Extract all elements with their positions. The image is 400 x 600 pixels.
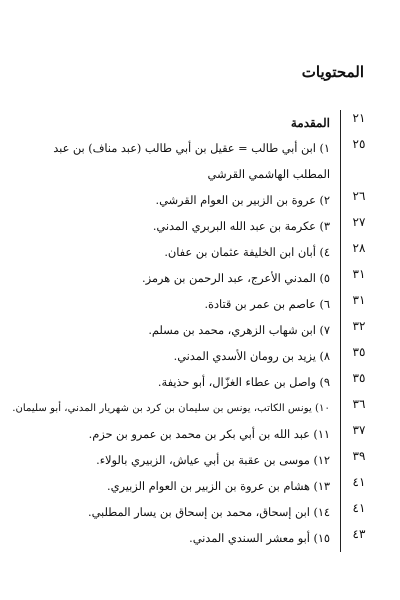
page-number: ٢٦ bbox=[352, 189, 366, 203]
page-number: ٤٣ bbox=[352, 527, 366, 541]
entry-title: ٧) ابن شهاب الزهري، محمد بن مسلم. bbox=[148, 324, 330, 337]
entry-title: ٢) عروة بن الزبير بن العوام القرشي. bbox=[155, 194, 330, 207]
entry-title: ٨) يزيد بن رومان الأسدي المدني. bbox=[173, 350, 330, 363]
toc-entry bbox=[28, 344, 376, 370]
entry-title: ١٤) ابن إسحاق، محمد بن إسحاق بن يسار المطلبي. bbox=[88, 506, 330, 519]
page-number: ٤١ bbox=[352, 501, 366, 515]
entry-title: ٥) المدني الأعرج، عبد الرحمن بن هرمز. bbox=[142, 272, 330, 285]
toc-entry bbox=[28, 370, 376, 396]
page-number: ٢٧ bbox=[352, 215, 366, 229]
toc-entry bbox=[28, 474, 376, 500]
page-number: ٢١ bbox=[352, 111, 366, 125]
toc-entry bbox=[28, 500, 376, 526]
toc-entry bbox=[28, 422, 376, 448]
toc-entry bbox=[28, 266, 376, 292]
page-number: ٤١ bbox=[352, 475, 366, 489]
page-number: ٣٦ bbox=[352, 397, 366, 411]
entry-title: ٣) عكرمة بن عبد الله البربري المدني. bbox=[152, 220, 330, 233]
entry-title: المقدمة bbox=[290, 116, 330, 130]
page-number: ٣٧ bbox=[352, 423, 366, 437]
toc-entry bbox=[28, 448, 376, 474]
entry-title: ١١) عبد الله بن أبي بكر بن محمد بن عمرو بن حزم. bbox=[88, 428, 330, 441]
page-number: ٣٥ bbox=[352, 371, 366, 385]
page-number: ٢٥ bbox=[352, 137, 366, 151]
toc-entry bbox=[28, 292, 376, 318]
page-number: ٣٩ bbox=[352, 449, 366, 463]
entry-title: ١٢) موسى بن عقبة بن أبي عياش، الزبيري بالولاء. bbox=[96, 454, 330, 467]
toc-entry bbox=[28, 240, 376, 266]
toc-entry bbox=[28, 188, 376, 214]
entry-title: ٦) عاصم بن عمر بن قتادة. bbox=[204, 298, 330, 311]
entry-title: ٤) أبان ابن الخليفة عثمان بن عفان. bbox=[164, 246, 330, 259]
toc-entry bbox=[28, 136, 376, 188]
contents-list bbox=[12, 110, 376, 552]
toc-entry bbox=[28, 110, 376, 136]
page-number: ٢٨ bbox=[352, 241, 366, 255]
toc-entry bbox=[28, 318, 376, 344]
entry-title: ١٥) أبو معشر السندي المدني. bbox=[189, 532, 330, 545]
toc-entry bbox=[12, 396, 376, 422]
entry-title: ٩) واصل بن عطاء الغزّال، أبو حذيفة. bbox=[157, 376, 330, 389]
toc-entry bbox=[28, 526, 376, 552]
entry-title: ١٠) يونس الكاتب، يونس بن سليمان بن كرد بن شهريار المدني، أبو سليمان. bbox=[12, 403, 330, 414]
toc-entry bbox=[28, 214, 376, 240]
entry-title: ١) ابن أبي طالب = عقيل بن أبي طالب (عبد مناف) بن عبد المطلب الهاشمي القرشي bbox=[53, 142, 330, 181]
page-number: ٣٥ bbox=[352, 345, 366, 359]
page-title: المحتويات bbox=[301, 63, 364, 81]
page-number: ٣١ bbox=[352, 293, 366, 307]
page-number: ٣٢ bbox=[352, 319, 366, 333]
page-number: ٣١ bbox=[352, 267, 366, 281]
entry-title: ١٣) هشام بن عروة بن الزبير بن العوام الزبيري. bbox=[107, 480, 330, 493]
